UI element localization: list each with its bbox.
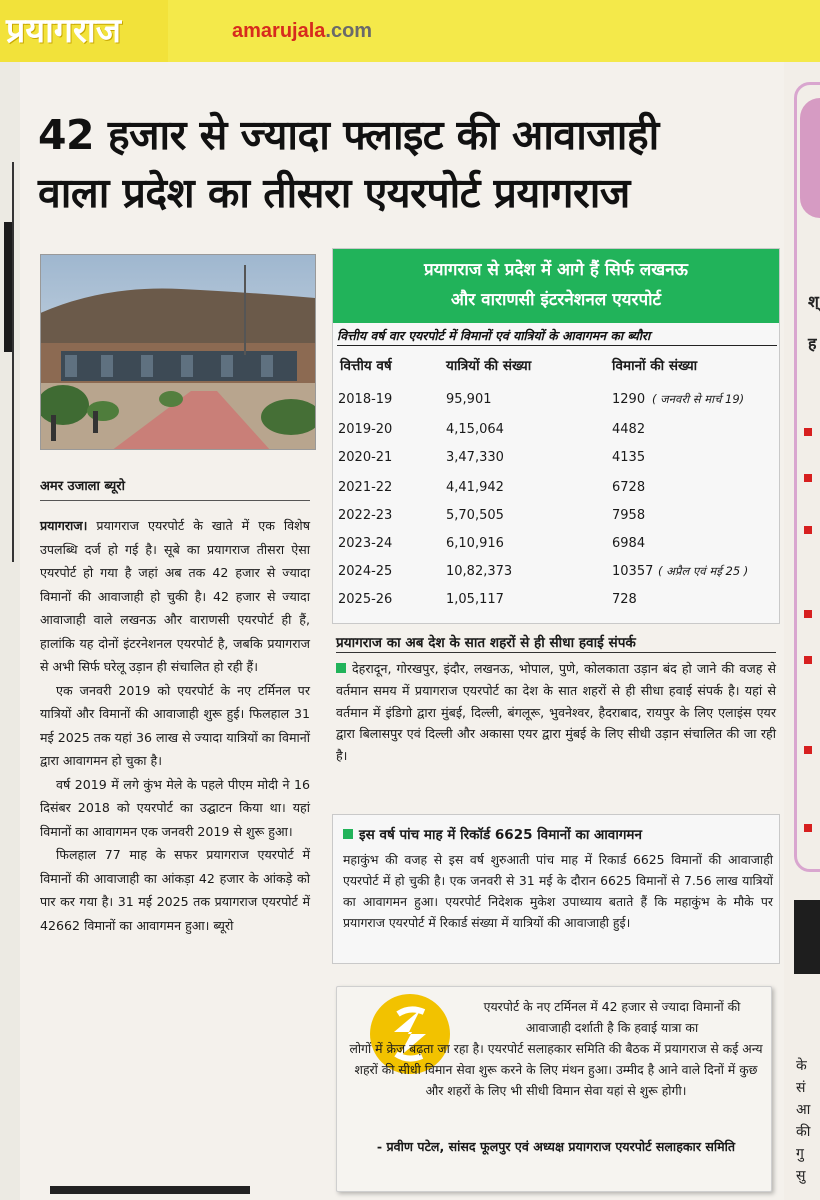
adjacent-story-fragment (784, 62, 820, 1200)
article-paragraph-4: फिलहाल 77 माह के सफर प्रयागराज एयरपोर्ट में विमानों की आवाजाही का आंकड़ा 42 हजार के आंकड़े को पार कर गया है। 31 मई 2025 तक प्रयागराज एयरपोर्ट में 42662 विमानों का आवागमन हुआ। ब्यूरो (40, 847, 310, 933)
record-heading-text: इस वर्ष पांच माह में रिकॉर्ड 6625 विमानों का आवागमन (359, 827, 642, 843)
cell-passengers: 10,82,373 (446, 564, 513, 579)
green-square-bullet-icon (336, 663, 346, 673)
next-story-teaser (40, 1186, 310, 1200)
site-url[interactable] (232, 20, 372, 43)
adjacent-text-line: सं (796, 1080, 806, 1096)
cell-year: 2020-21 (338, 450, 393, 465)
column-header-flights: विमानों की संख्या (612, 358, 698, 374)
cell-flights: 4135 (612, 450, 646, 465)
table-row (332, 444, 780, 472)
cell-year: 2024-25 (338, 564, 393, 579)
quote-text-top: एयरपोर्ट के नए टर्मिनल में 42 हजार से ज्यादा विमानों की आवाजाही दर्शाती है कि हवाई यात्रा का (483, 999, 741, 1036)
adjacent-glyph-2: ह (808, 334, 817, 353)
headline-line-2: वाला प्रदेश का तीसरा एयरपोर्ट प्रयागराज (38, 169, 630, 217)
cell-flights: 4482 (612, 422, 646, 437)
cell-passengers: 6,10,916 (446, 536, 504, 551)
record-box (332, 814, 780, 964)
cell-flights: 10357 (612, 564, 654, 579)
red-square-bullet-icon (804, 656, 812, 664)
adjacent-dark-header (794, 900, 820, 974)
cell-flights: 6728 (612, 480, 646, 495)
site-tld: .com (325, 20, 373, 42)
adjacent-photo (800, 98, 820, 218)
article-paragraph-3: वर्ष 2019 में लगे कुंभ मेले के पहले पीएम मोदी ने 16 दिसंबर 2018 को एयरपोर्ट का उद्घाटन किया था। यहां विमानों का आवागमन एक जनवरी 2019 से शुरू हुआ। (40, 776, 310, 839)
cell-year: 2019-20 (338, 422, 393, 437)
adjacent-text-line: के (796, 1058, 807, 1074)
table-row (332, 502, 780, 530)
table-row (332, 474, 780, 502)
connectivity-heading: प्रयागराज का अब देश के सात शहरों से ही सीधा हवाई संपर्क (336, 635, 636, 651)
cell-passengers: 5,70,505 (446, 508, 504, 523)
dateline: प्रयागराज। (40, 518, 88, 533)
adjacent-text-line: गु (796, 1146, 804, 1162)
byline-divider (40, 500, 310, 501)
section-name: प्रयागराज (6, 11, 121, 51)
adjacent-text-line: आ (796, 1102, 811, 1118)
red-square-bullet-icon (804, 610, 812, 618)
cell-passengers: 1,05,117 (446, 592, 504, 607)
record-text: महाकुंभ की वजह से इस वर्ष शुरुआती पांच माह में रिकार्ड 6625 विमानों की आवाजाही एयरपोर्ट में हो चुकी है। एक जनवरी से 31 मई के दौरान 6625 विमानों से 7.56 लाख यात्रियों का आवागमन हुआ। एयरपोर्ट निदेशक मुकेश उपाध्याय बताते हैं कि महाकुंभ के मौके पर प्रयागराज एयरपोर्ट में रिकार्ड संख्या में यात्रियों की आवाजाही हुई। (343, 852, 773, 930)
cell-note: ( अप्रैल एवं मई 25 ) (658, 564, 749, 578)
connectivity-body: देहरादून, गोरखपुर, इंदौर, लखनऊ, भोपाल, पुणे, कोलकाता उड़ान बंद हो जाने की वजह से वर्तमान समय में प्रयागराज एयरपोर्ट का देश के सात शहरों से ही सीधा हवाई संपर्क है। यहां से वर्तमान में इंडिगो द्वारा मुंबई, दिल्ली, बंगलूरू, भुवनेश्वर, हैदराबाद, रायपुर के लिए एलाइंस एयर द्वारा बिलासपुर एवं दिल्ली और अकासा एयर द्वारा मुंबई के लिए सीधी उड़ान संचालित की जा रही है। (336, 661, 776, 764)
headline-line-1: 42 हजार से ज्यादा फ्लाइट की आवाजाही (38, 111, 659, 159)
cell-note: ( जनवरी से मार्च 19) (652, 392, 745, 406)
quote-signature: - प्रवीण पटेल, सांसद फूलपुर एवं अध्यक्ष प्रयागराज एयरपोर्ट सलाहकार समिति (376, 1139, 736, 1154)
stats-table-title (333, 249, 779, 323)
adjacent-text-line: की (796, 1124, 811, 1140)
stats-table-subtitle: वित्तीय वर्ष वार एयरपोर्ट में विमानों एवं यात्रियों के आवागमन का ब्यौरा (337, 328, 651, 343)
site-brand: amarujala (232, 20, 326, 42)
cell-year: 2018-19 (338, 392, 393, 407)
byline: अमर उजाला ब्यूरो (40, 479, 125, 494)
masthead-strip (0, 0, 820, 62)
adjacent-glyph-1: श् (808, 292, 819, 311)
column-header-passengers: यात्रियों की संख्या (446, 358, 532, 374)
airport-photo (40, 254, 316, 450)
table-row (332, 416, 780, 444)
red-square-bullet-icon (804, 824, 812, 832)
article-paragraph-2: एक जनवरी 2019 को एयरपोर्ट के नए टर्मिनल पर यात्रियों और विमानों की आवाजाही शुरू हुई। फिलहाल 31 मई 2025 तक यहां 36 लाख से ज्यादा यात्रियों का विमानों द्वारा आवागमन हो चुका है। (40, 682, 310, 768)
connectivity-text (336, 658, 776, 767)
connectivity-divider (336, 652, 776, 653)
column-header-year: वित्तीय वर्ष (340, 358, 392, 374)
article-text-1: प्रयागराज एयरपोर्ट के खाते में एक विशेष उपलब्धि दर्ज हो गई है। सूबे का प्रयागराज तीसरा ऐसा एयरपोर्ट हो गया है जहां अब तक 42 हजार से ज्यादा विमानों की आवाजाही हो चुकी है। 42 हजार से ज्यादा आवाजाही वाले लखनऊ और वाराणसी एयरपोर्ट ही हैं, हालांकि यह दोनों इंटरनेशनल एयरपोर्ट है, जबकि प्रयागराज से अभी सिर्फ घरेलू उड़ान ही संचालित हो रही हैं। (40, 518, 310, 674)
cell-passengers: 4,15,064 (446, 422, 504, 437)
cell-flights: 7958 (612, 508, 646, 523)
cell-passengers: 95,901 (446, 392, 492, 407)
cell-passengers: 3,47,330 (446, 450, 504, 465)
table-row (332, 558, 780, 586)
section-tag (0, 0, 168, 62)
stats-title-line-1: प्रयागराज से प्रदेश में आगे हैं सिर्फ लखनऊ (423, 260, 688, 280)
table-row (332, 530, 780, 558)
headline (38, 106, 784, 222)
cell-flights: 6984 (612, 536, 646, 551)
table-row (332, 386, 780, 414)
article-body (40, 514, 310, 937)
table-row (332, 586, 780, 614)
record-heading (343, 825, 773, 843)
cell-year: 2021-22 (338, 480, 393, 495)
article-paragraph-1 (40, 514, 310, 679)
red-square-bullet-icon (804, 474, 812, 482)
cell-passengers: 4,41,942 (446, 480, 504, 495)
cell-year: 2022-23 (338, 508, 393, 523)
left-gutter (0, 62, 20, 1200)
airport-terminal-image (41, 255, 316, 450)
stats-table-divider (337, 345, 777, 346)
red-square-bullet-icon (804, 526, 812, 534)
cell-year: 2023-24 (338, 536, 393, 551)
red-square-bullet-icon (804, 746, 812, 754)
cell-year: 2025-26 (338, 592, 393, 607)
adjacent-text-line: सु (796, 1168, 806, 1184)
cell-flights: 1290 (612, 392, 646, 407)
green-square-bullet-icon (343, 829, 353, 839)
gutter-bar (4, 222, 12, 352)
red-square-bullet-icon (804, 428, 812, 436)
cell-flights: 728 (612, 592, 637, 607)
quote-text: लोगों में क्रेज बढ़ता जा रहा है। एयरपोर्ट सलाहकार समिति की बैठक में प्रयागराज से कई अन्य शहरों की सीधी विमान सेवा शुरू करने के लिए मंथन हुआ। उम्मीद है आने वाले दिनों में कुछ और शहरों के लिए भी सीधी विमान सेवा यहां से शुरू होगी। (349, 1041, 763, 1099)
stats-title-line-2: और वाराणसी इंटरनेशनल एयरपोर्ट (450, 290, 662, 310)
